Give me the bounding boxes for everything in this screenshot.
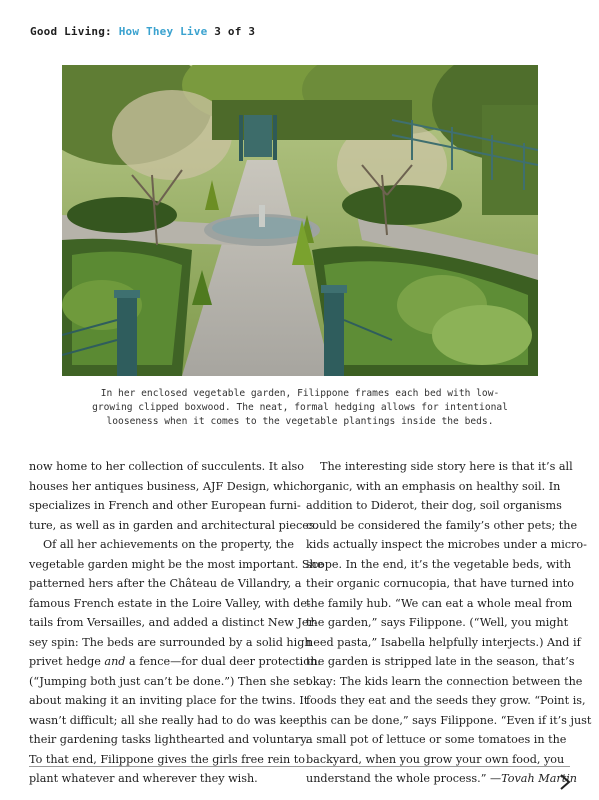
text-line: now home to her collection of succulents. It also xyxy=(29,460,304,473)
article-column-right xyxy=(306,457,592,789)
text-line: could be considered the family’s other pets; the xyxy=(306,518,578,532)
text-line: addition to Diderot, their dog, soil organisms xyxy=(306,499,562,512)
text-line: privet hedge and a fence—for dual deer protection. xyxy=(29,655,321,668)
text-line: sey spin: The beds are surrounded by a solid high xyxy=(29,635,312,649)
text-line: Of all her achievements on the property, the xyxy=(43,538,295,551)
text-line: patterned hers after the Château de Villandry, a xyxy=(29,577,302,590)
text-line: understand the whole process.” —Tovah Martin xyxy=(306,772,577,785)
section-title: Good Living: xyxy=(30,25,112,38)
text-line: The interesting side story here is that it’s all xyxy=(320,460,573,473)
page-header xyxy=(30,25,255,38)
caption-line: looseness when it comes to the vegetable plantings inside the beds. xyxy=(106,416,494,427)
text-line: houses her antiques business, AJF Design, which xyxy=(29,479,307,493)
garden-photo xyxy=(62,65,538,376)
page-indicator: 3 of 3 xyxy=(214,25,256,38)
text-line: wasn’t difficult; all she really had to do was keep xyxy=(29,713,307,727)
article-column-left xyxy=(29,457,324,789)
text-line: this can be done,” says Filippone. “Even if it’s just xyxy=(306,713,592,727)
text-line: okay: The kids learn the connection between the xyxy=(306,674,583,688)
text-line: tails from Versailles, and added a distinct New Jer- xyxy=(29,616,318,629)
subsection-link[interactable]: How They Live xyxy=(118,25,208,38)
text-line: specializes in French and other European furni- xyxy=(29,499,301,512)
text-line: (“Jumping both just can’t be done.”) Then she set xyxy=(29,674,310,688)
text-line: vegetable garden might be the most important. She xyxy=(29,557,324,571)
text-line: kids actually inspect the microbes under a micro- xyxy=(306,538,587,551)
text-line: famous French estate in the Loire Valley, with de- xyxy=(29,596,311,610)
caption-line: growing clipped boxwood. The neat, formal hedging allows for intentional xyxy=(92,402,508,413)
text-line: the family hub. “We can eat a whole meal from xyxy=(306,596,573,610)
next-page-button[interactable] xyxy=(558,772,572,792)
text-line: need pasta,” Isabella helpfully interjects.) And if xyxy=(306,635,581,649)
footer-divider xyxy=(29,766,570,767)
text-line: their gardening tasks lighthearted and voluntary. xyxy=(29,733,309,746)
text-line: To that end, Filippone gives the girls free rein to xyxy=(29,752,305,766)
text-line: scope. In the end, it’s the vegetable beds, with xyxy=(306,557,572,571)
text-line: their organic cornucopia, that have turned into xyxy=(306,577,575,590)
text-line: foods they eat and the seeds they grow. “Point is, xyxy=(306,694,586,707)
garden-illustration xyxy=(62,65,538,376)
text-line: plant whatever and wherever they wish. xyxy=(29,772,258,785)
text-line: a small pot of lettuce or some tomatoes in the xyxy=(306,733,567,746)
photo-caption xyxy=(60,387,540,429)
text-line: the garden is stripped late in the season, that’s xyxy=(306,655,575,668)
caption-line: In her enclosed vegetable garden, Filippone frames each bed with low- xyxy=(100,388,500,399)
text-line: ture, as well as in garden and architectural pieces. xyxy=(29,518,319,532)
text-line: organic, with an emphasis on healthy soil. In xyxy=(306,479,561,493)
text-line: about making it an inviting place for the twins. It xyxy=(29,694,309,707)
chevron-right-icon xyxy=(558,772,572,792)
text-line: backyard, when you grow your own food, you xyxy=(306,752,565,766)
text-line: the garden,” says Filippone. (“Well, you might xyxy=(306,616,569,629)
